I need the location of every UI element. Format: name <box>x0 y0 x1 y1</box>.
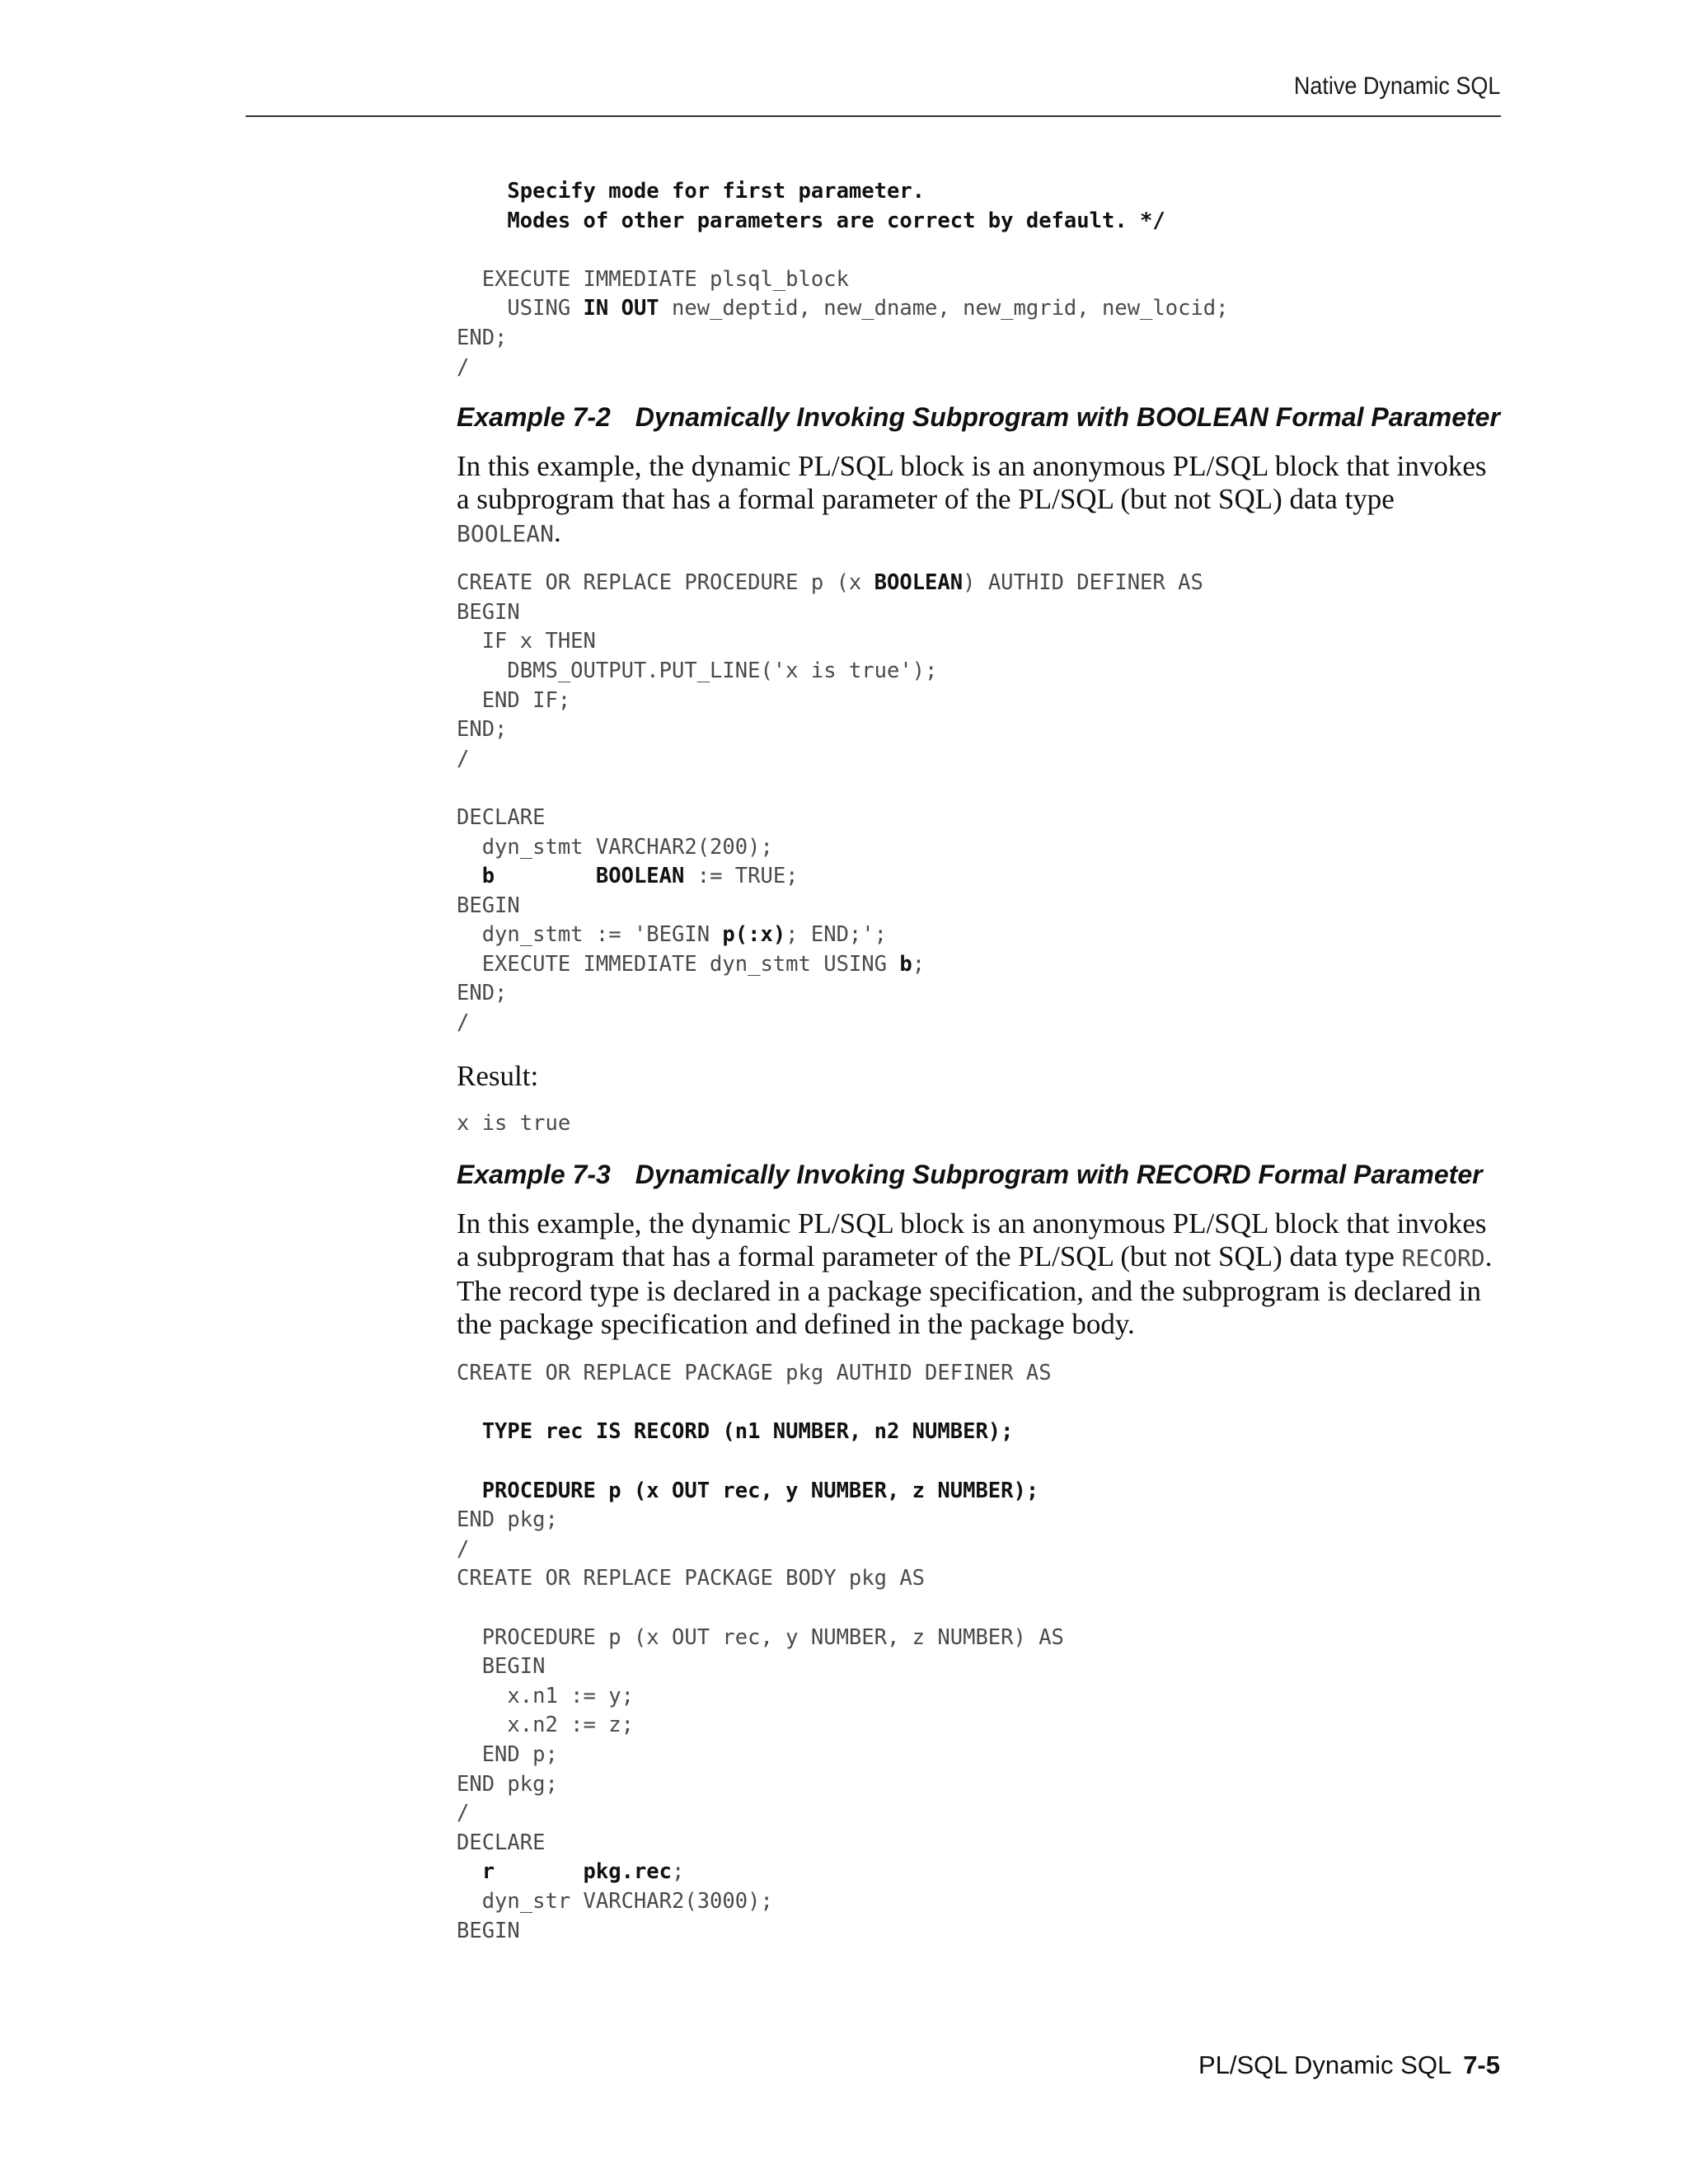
footer-section: PL/SQL Dynamic SQL <box>1198 2050 1452 2079</box>
code-line: PROCEDURE p (x OUT rec, y NUMBER, z NUMBER); <box>457 1478 1039 1503</box>
code-line: x.n2 := z; <box>457 1713 634 1738</box>
code-keyword: b <box>457 864 495 889</box>
example-number: Example 7-2 <box>457 402 611 433</box>
code-line: new_deptid, new_dname, new_mgrid, new_locid; <box>659 296 1229 321</box>
code-block-3 <box>457 1359 1503 1946</box>
example-caption: Dynamically Invoking Subprogram with RECORD Formal Parameter <box>635 1160 1483 1190</box>
page-content <box>457 177 1503 1946</box>
code-line: Specify mode for first parameter. <box>457 179 926 204</box>
code-line: EXECUTE IMMEDIATE dyn_stmt USING <box>457 951 900 977</box>
code-keyword: b <box>899 951 912 977</box>
result-label: Result: <box>457 1059 539 1092</box>
code-line: TYPE rec IS RECORD (n1 NUMBER, n2 NUMBER); <box>457 1419 1014 1445</box>
code-line: / <box>457 1536 470 1562</box>
code-space <box>495 864 596 888</box>
code-line: x is true <box>457 1110 571 1136</box>
inline-code: BOOLEAN <box>457 520 555 548</box>
code-line: CREATE OR REPLACE PROCEDURE p (x <box>457 570 874 596</box>
code-line: END; <box>457 325 508 350</box>
code-keyword: r <box>457 1859 495 1885</box>
code-block-2 <box>457 569 1503 1038</box>
code-line: IF x THEN <box>457 629 596 654</box>
code-line: END IF; <box>457 687 571 713</box>
example-3-title <box>457 1158 1503 1191</box>
code-line: dyn_stmt := 'BEGIN <box>457 922 723 948</box>
code-line: / <box>457 746 470 771</box>
code-line: ; <box>672 1859 685 1885</box>
paragraph-text: . The record type is declared in a package specification, and the subprogram is declared in the package specification and defined in the package body. <box>457 1240 1493 1341</box>
code-line: / <box>457 354 470 380</box>
code-line: ; <box>912 951 926 977</box>
code-line: END pkg; <box>457 1771 558 1797</box>
page-footer <box>1198 2050 1500 2080</box>
code-keyword: p(:x) <box>722 922 786 948</box>
code-line: DECLARE <box>457 1830 546 1855</box>
code-line: ; END;'; <box>785 922 887 948</box>
code-line: DBMS_OUTPUT.PUT_LINE('x is true'); <box>457 658 938 683</box>
code-line: EXECUTE IMMEDIATE plsql_block <box>457 266 849 292</box>
code-line: ) AUTHID DEFINER AS <box>963 570 1203 596</box>
code-space <box>495 1859 583 1884</box>
example-3-paragraph <box>457 1207 1503 1341</box>
paragraph-text: In this example, the dynamic PL/SQL block is an anonymous PL/SQL block that invokes a subprogram that has a formal parameter of the PL/SQL (but not SQL) data type <box>457 1207 1487 1273</box>
running-header: Native Dynamic SQL <box>1293 73 1500 100</box>
code-line: / <box>457 1801 470 1826</box>
code-line: CREATE OR REPLACE PACKAGE BODY pkg AS <box>457 1566 926 1591</box>
code-line: END pkg; <box>457 1507 558 1533</box>
code-line: DECLARE <box>457 804 546 830</box>
code-keyword: pkg.rec <box>583 1859 672 1885</box>
code-line: END p; <box>457 1741 558 1767</box>
code-line: END; <box>457 717 508 743</box>
code-line: dyn_str VARCHAR2(3000); <box>457 1888 773 1914</box>
result-output <box>457 1109 1503 1139</box>
code-line: CREATE OR REPLACE PACKAGE pkg AUTHID DEFINER AS <box>457 1361 1052 1386</box>
code-line: BEGIN <box>457 893 520 918</box>
example-number: Example 7-3 <box>457 1160 611 1190</box>
code-block-1 <box>457 177 1503 382</box>
example-caption: Dynamically Invoking Subprogram with BOOLEAN Formal Parameter <box>635 402 1500 433</box>
code-keyword: BOOLEAN <box>595 864 685 889</box>
inline-code: RECORD <box>1401 1244 1485 1272</box>
paragraph-text: In this example, the dynamic PL/SQL block is an anonymous PL/SQL block that invokes a subprogram that has a formal parameter of the PL/SQL (but not SQL) data type <box>457 450 1487 516</box>
code-line: END; <box>457 981 508 1006</box>
example-2-paragraph <box>457 450 1503 551</box>
code-line: BEGIN <box>457 599 520 625</box>
code-line: dyn_stmt VARCHAR2(200); <box>457 834 773 860</box>
code-line: := TRUE; <box>684 864 799 889</box>
code-line: BEGIN <box>457 1918 520 1943</box>
code-keyword: BOOLEAN <box>874 570 964 596</box>
header-rule <box>246 115 1501 117</box>
code-line: PROCEDURE p (x OUT rec, y NUMBER, z NUMBER) AS <box>457 1624 1064 1650</box>
page-number: 7-5 <box>1463 2050 1500 2079</box>
code-line: x.n1 := y; <box>457 1683 634 1708</box>
code-line: Modes of other parameters are correct by default. */ <box>457 208 1165 233</box>
paragraph-text: . <box>554 516 561 549</box>
code-line: USING <box>457 296 584 321</box>
code-line: / <box>457 1010 470 1036</box>
code-line: BEGIN <box>457 1654 546 1680</box>
code-keyword: IN OUT <box>583 296 659 321</box>
example-2-title <box>457 401 1503 434</box>
